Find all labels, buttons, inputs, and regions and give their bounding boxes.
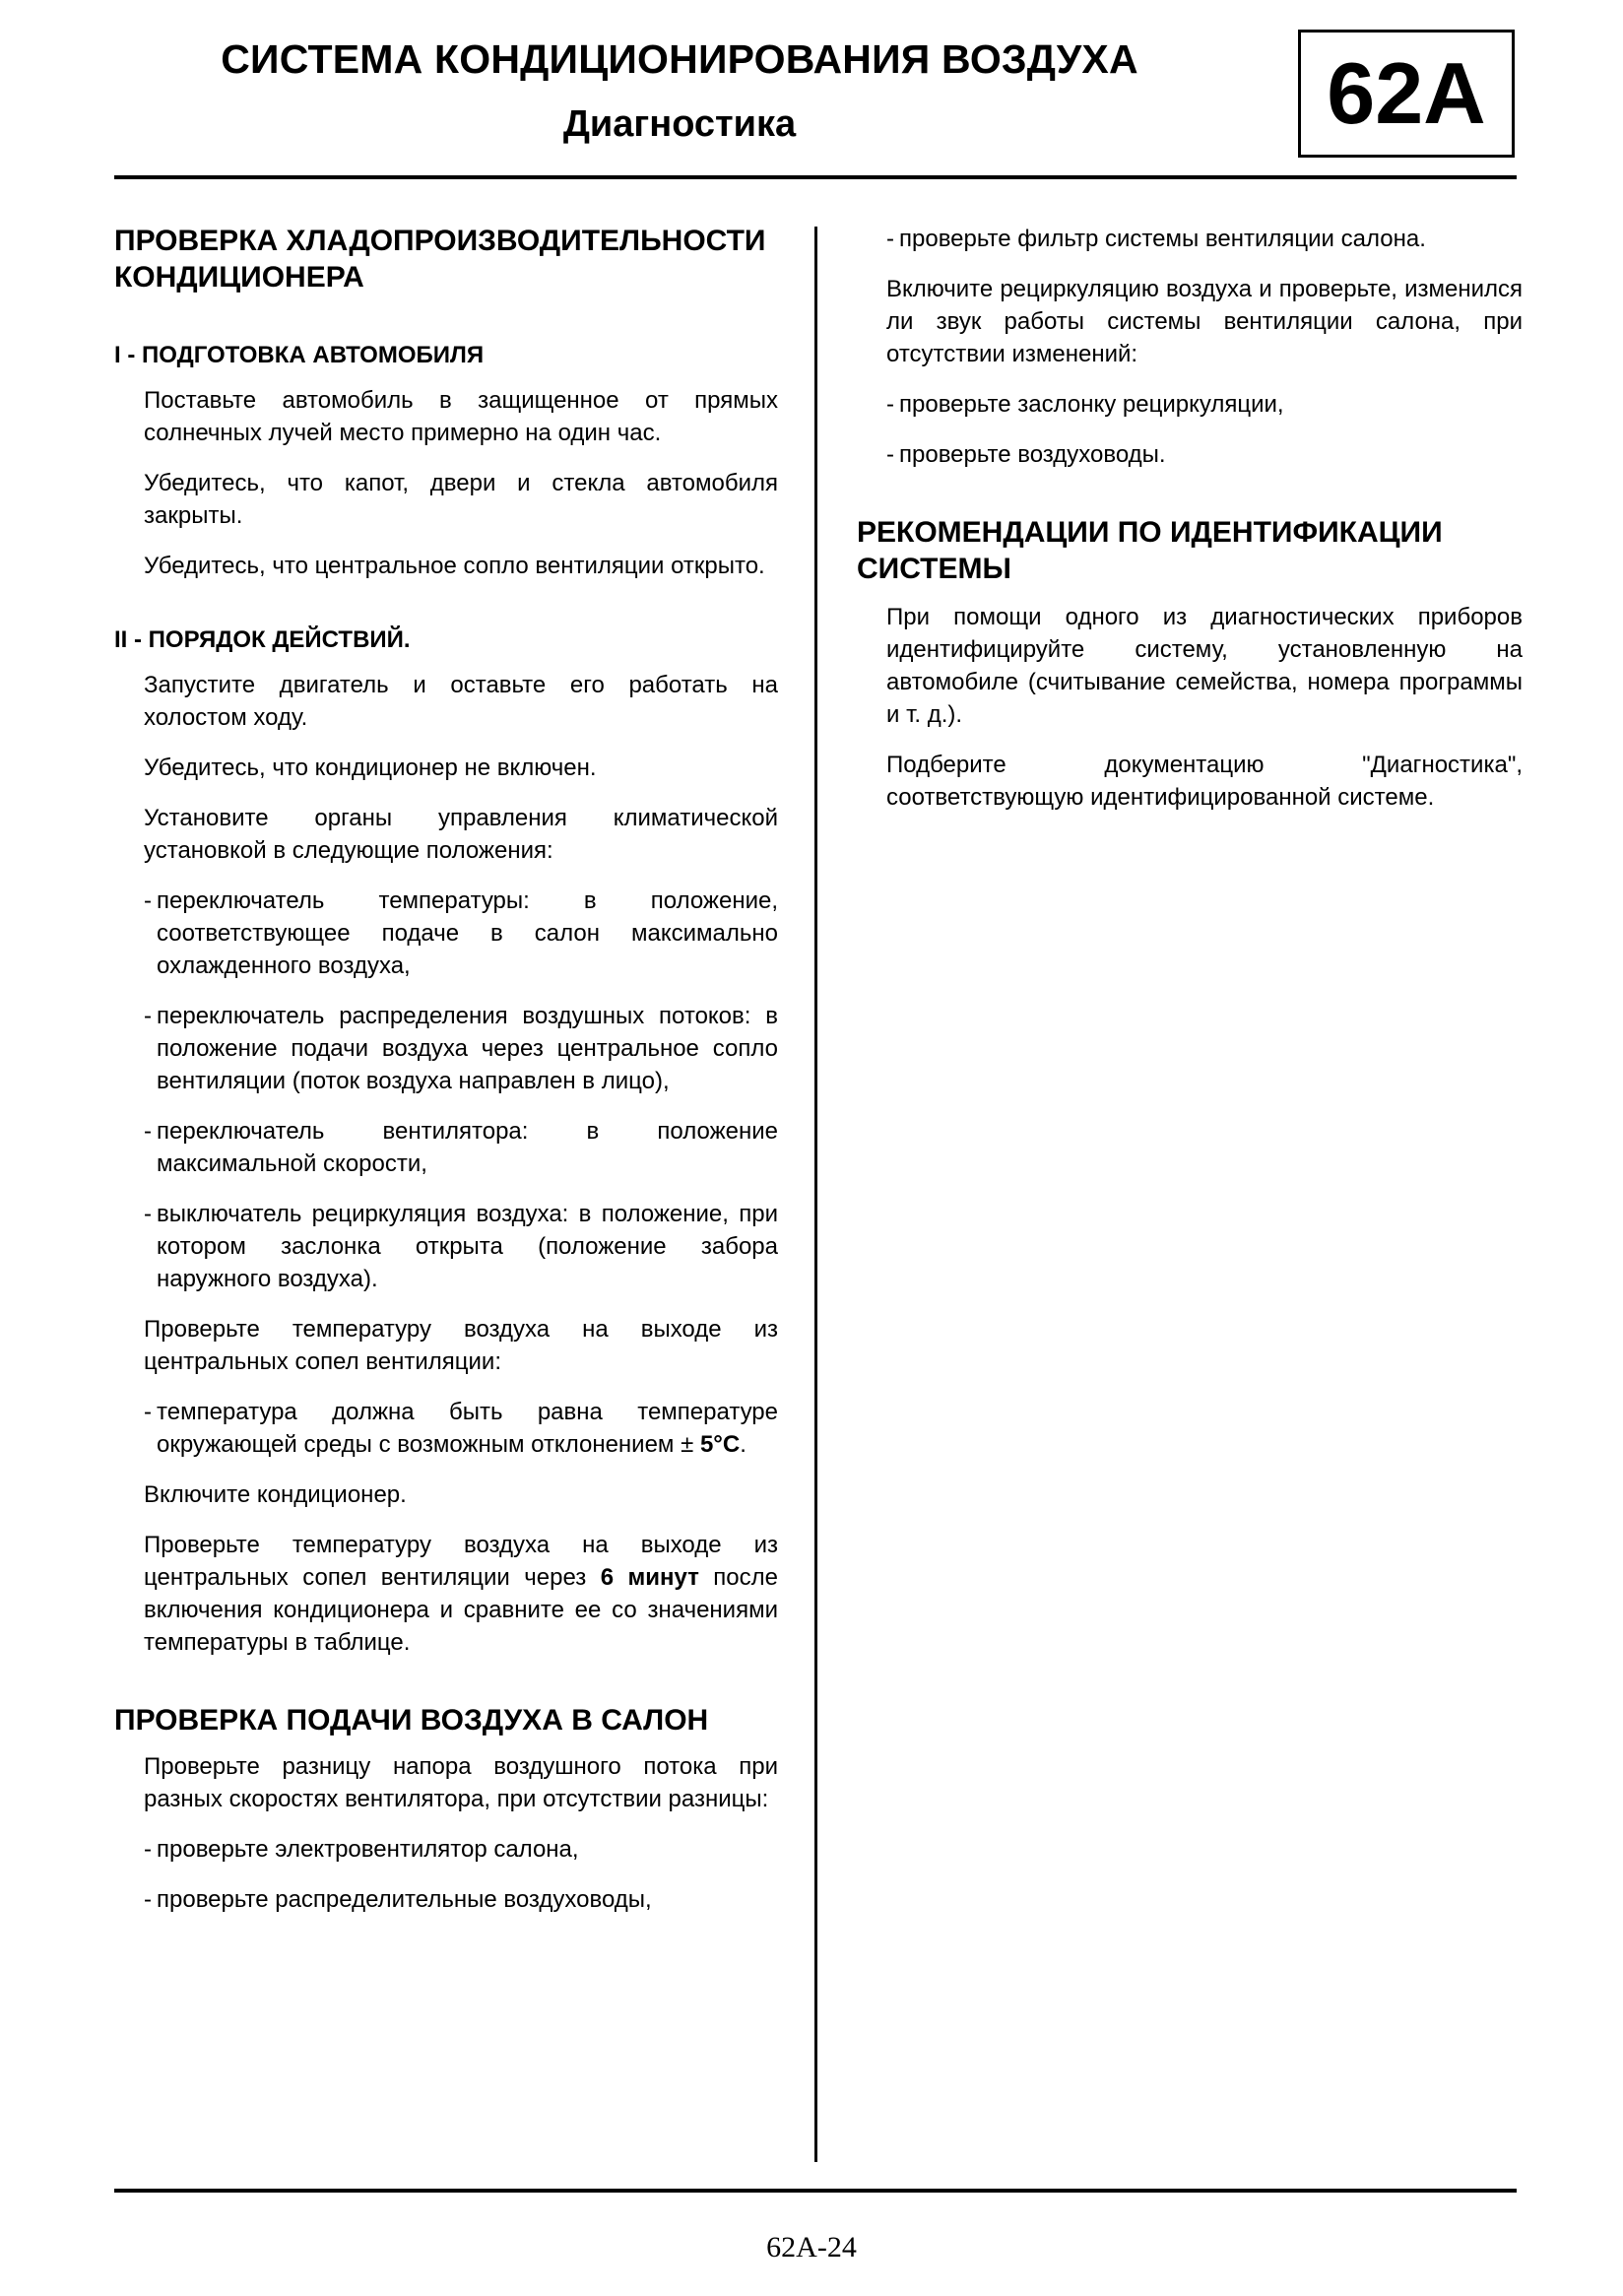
paragraph: Убедитесь, что кондиционер не включен. bbox=[144, 754, 597, 781]
document-subtitle: Диагностика bbox=[562, 103, 797, 145]
list-item: - проверьте заслонку рециркуляции, bbox=[886, 391, 1284, 418]
list-item-temperature: - температура должна быть равна температуре окружающей среды с возможным отклонением ± 5°С. bbox=[144, 1399, 778, 1458]
list-item: - переключатель вентилятора: в положение максимальной скорости, bbox=[144, 1118, 778, 1177]
paragraph: Убедитесь, что капот, двери и стекла автомобиля закрыты. bbox=[144, 470, 778, 529]
column-divider bbox=[814, 227, 817, 2162]
list-item: - переключатель распределения воздушных потоков: в положение подачи воздуха через центральное сопло вентиляции (поток воздуха направлен в лицо), bbox=[144, 1003, 778, 1094]
paragraph-measure-after: Проверьте температуру воздуха на выходе из центральных сопел вентиляции через 6 минут после включения кондиционера и сравните ее со значениями температуры в таблице. bbox=[144, 1532, 778, 1656]
header-rule bbox=[114, 175, 1517, 179]
subsection-title-preparation: I - ПОДГОТОВКА АВТОМОБИЛЯ bbox=[114, 342, 485, 368]
section-heading-air-supply: ПРОВЕРКА ПОДАЧИ ВОЗДУХА В САЛОН bbox=[114, 1704, 709, 1737]
paragraph: Установите органы управления климатической установкой в следующие положения: bbox=[144, 805, 778, 864]
list-item: - проверьте распределительные воздуховоды, bbox=[144, 1886, 652, 1913]
footer-rule bbox=[114, 2189, 1517, 2193]
list-item: - проверьте электровентилятор салона, bbox=[144, 1836, 579, 1863]
section-code-box: 62A bbox=[1298, 30, 1515, 158]
right-column bbox=[857, 223, 1523, 814]
paragraph: Убедитесь, что центральное сопло вентиляции открыто. bbox=[144, 553, 765, 579]
document-title: СИСТЕМА КОНДИЦИОНИРОВАНИЯ ВОЗДУХА bbox=[221, 36, 1138, 82]
list-item: - выключатель рециркуляция воздуха: в положение, при котором заслонка открыта (положение забора наружного воздуха). bbox=[144, 1201, 778, 1292]
paragraph: Запустите двигатель и оставьте его работать на холостом ходу. bbox=[144, 672, 778, 731]
paragraph: Проверьте температуру воздуха на выходе из центральных сопел вентиляции: bbox=[144, 1316, 778, 1375]
list-item: - проверьте воздуховоды. bbox=[886, 441, 1166, 468]
temperature-tolerance: 5°С bbox=[699, 1431, 741, 1458]
paragraph: Подберите документацию "Диагностика", соответствующую идентифицированной системе. bbox=[886, 752, 1523, 811]
wait-time: 6 минут bbox=[600, 1564, 699, 1591]
page-number: 62A-24 bbox=[766, 2231, 857, 2263]
paragraph: При помощи одного из диагностических приборов идентифицируйте систему, установленную на автомобиле (считывание семейства, номера программы и т. д.). bbox=[886, 604, 1523, 728]
list-item: - переключатель температуры: в положение, соответствующее подаче в салон максимально охлажденного воздуха, bbox=[144, 887, 778, 979]
list-item: - проверьте фильтр системы вентиляции салона. bbox=[886, 226, 1426, 252]
subsection-title-procedure: II - ПОРЯДОК ДЕЙСТВИЙ. bbox=[114, 626, 411, 653]
paragraph: Включите кондиционер. bbox=[144, 1481, 407, 1508]
left-column bbox=[114, 223, 778, 1934]
paragraph: Проверьте разницу напора воздушного потока при разных скоростях вентилятора, при отсутствии разницы: bbox=[144, 1753, 778, 1812]
paragraph: Поставьте автомобиль в защищенное от прямых солнечных лучей место примерно на один час. bbox=[144, 387, 778, 446]
paragraph: Включите рециркуляцию воздуха и проверьте, изменился ли звук работы системы вентиляции салона, при отсутствии изменений: bbox=[886, 276, 1523, 367]
section-heading-cooling-check: ПРОВЕРКА ХЛАДОПРОИЗВОДИТЕЛЬНОСТИ КОНДИЦИОНЕРА bbox=[114, 225, 766, 294]
section-heading-identification: РЕКОМЕНДАЦИИ ПО ИДЕНТИФИКАЦИИ СИСТЕМЫ bbox=[857, 516, 1443, 585]
